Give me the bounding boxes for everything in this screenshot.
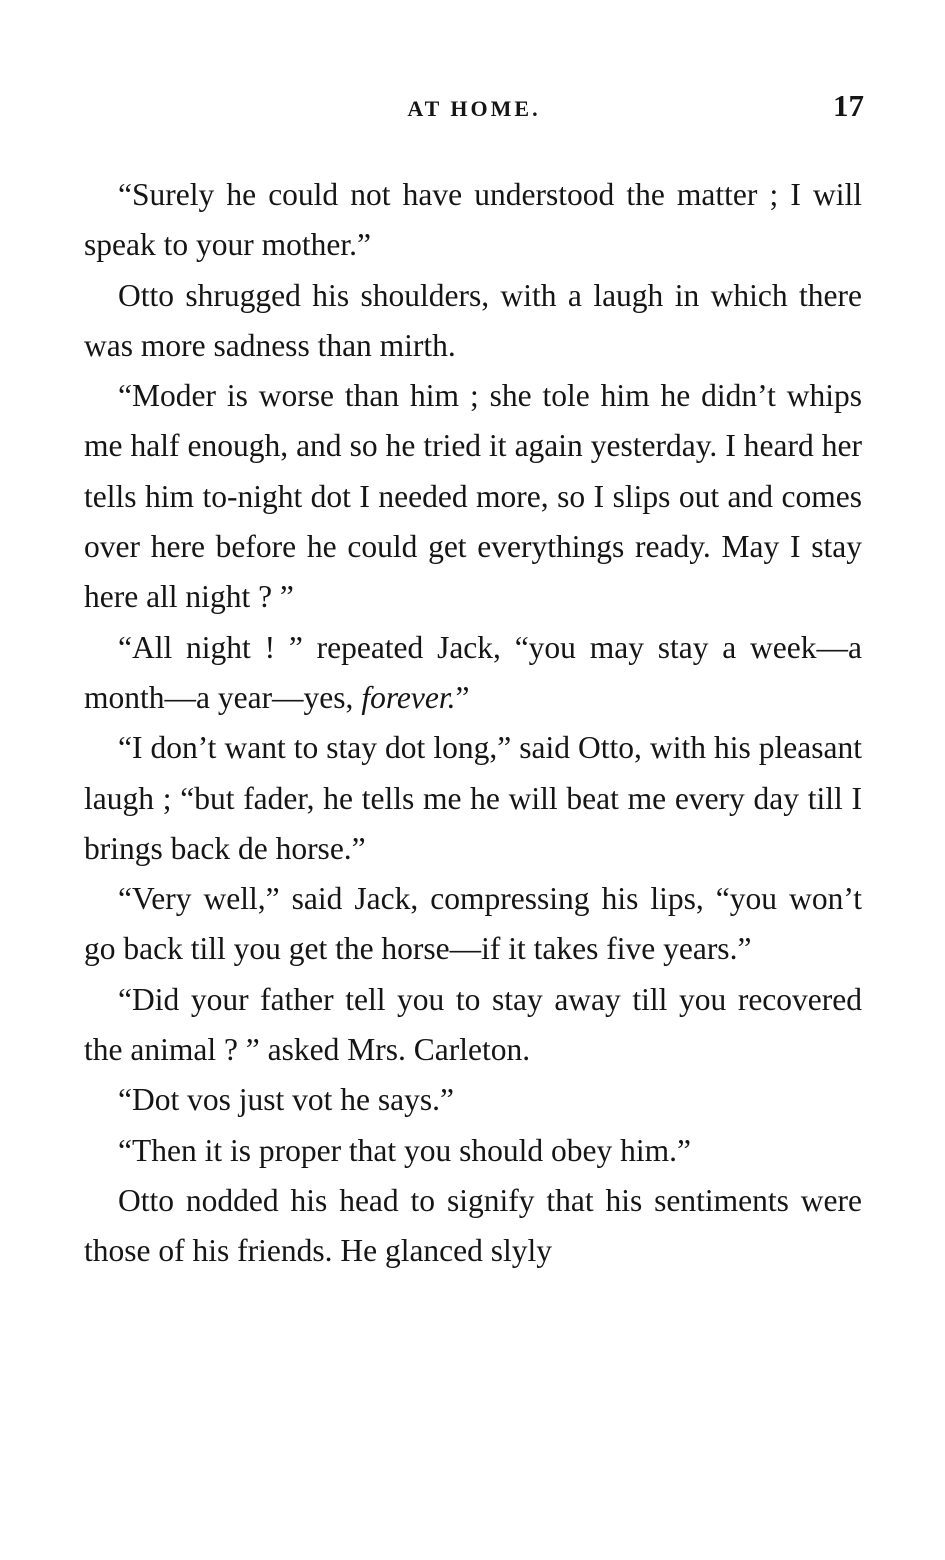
paragraph: “Moder is worse than him ; she tole him he didn’t whips me half enough, and so he tried it again yesterday. I heard her tells him to-night dot I needed more, so I slips out and comes over here before he could get everythings ready. May I stay here all night ? ” (84, 378, 862, 615)
running-title: AT HOME. (407, 96, 541, 121)
paragraph: “Dot vos just vot he says.” (118, 1082, 454, 1118)
paragraph: Otto shrugged his shoulders, with a laugh in which there was more sadness than mirth. (84, 277, 862, 363)
italic-emphasis: forever. (361, 679, 456, 715)
paragraph-text: “All night ! ” repeated Jack, “you may stay a week—a month—a year—yes, (84, 629, 862, 715)
paragraph-text: ” (455, 679, 470, 715)
paragraph: “Very well,” said Jack, compressing his lips, “you won’t go back till you get the horse—if it takes five years.” (84, 881, 862, 967)
running-head (84, 88, 864, 128)
body-text (84, 170, 862, 1277)
paragraph (84, 623, 862, 724)
page-number: 17 (833, 88, 864, 123)
paragraph: “Did your father tell you to stay away till you recovered the animal ? ” asked Mrs. Carleton. (84, 981, 862, 1068)
paragraph: “Then it is proper that you should obey him.” (118, 1132, 692, 1168)
paragraph: “Surely he could not have understood the matter ; I will speak to your mother.” (84, 177, 862, 263)
paragraph: “I don’t want to stay dot long,” said Otto, with his pleasant laugh ; “but fader, he tells me he will beat me every day till I brings back de horse.” (84, 730, 862, 866)
paragraph: Otto nodded his head to signify that his sentiments were those of his friends. He glanced slyly (84, 1182, 862, 1269)
